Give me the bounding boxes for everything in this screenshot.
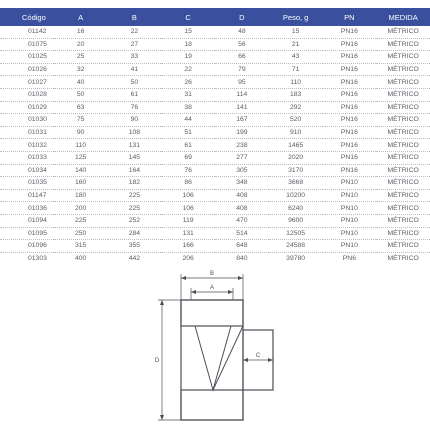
table-cell: 01030 [0,114,54,127]
table-row [0,227,430,240]
table-cell: 01147 [0,189,54,202]
table-cell: 250 [54,227,108,240]
table-cell: 40 [54,76,108,89]
table-cell: 69 [161,151,215,164]
table-cell: MÉTRICO [376,88,430,101]
table-cell: 50 [108,76,162,89]
table-cell: 166 [161,240,215,253]
table-cell: 180 [54,189,108,202]
table-row [0,214,430,227]
table-cell: 110 [54,139,108,152]
table-row [0,26,430,38]
table-cell: 225 [108,189,162,202]
tee-main-body [181,300,243,420]
table-row [0,63,430,76]
table-cell: 141 [215,101,269,114]
table-row [0,101,430,114]
table-cell: PN16 [323,51,377,64]
table-cell: MÉTRICO [376,101,430,114]
column-header: MEDIDA [376,8,430,26]
table-cell: 648 [215,240,269,253]
table-cell: PN10 [323,240,377,253]
table-cell: 1465 [269,139,323,152]
table-cell: 01095 [0,227,54,240]
table-cell: 200 [54,202,108,215]
dimension-c-label: C [255,353,261,359]
table-row [0,51,430,64]
table-cell: 48 [215,26,269,38]
table-cell: MÉTRICO [376,51,430,64]
table-cell: 160 [54,177,108,190]
table-cell: PN10 [323,227,377,240]
dimension-a-label: A [209,285,215,291]
table-cell: 01075 [0,38,54,51]
table-cell: 01142 [0,26,54,38]
table-cell: 38 [161,101,215,114]
table-row [0,189,430,202]
table-cell: 90 [108,114,162,127]
table-cell: 400 [74,254,87,262]
table-cell: 39780 [286,254,306,262]
table-cell: 20 [54,38,108,51]
table-row [0,202,430,215]
table-cell: MÉTRICO [376,139,430,152]
table-row [0,177,430,190]
table-cell: 44 [161,114,215,127]
table-cell: PN10 [323,189,377,202]
table-cell: 106 [161,189,215,202]
table-cell: 01026 [0,63,54,76]
table-cell: PN6 [342,254,356,262]
table-cell: 3668 [269,177,323,190]
column-header: PN [323,8,377,26]
table-cell: 15 [269,26,323,38]
table-cell: 18 [161,38,215,51]
table-cell: 15 [161,26,215,38]
table-cell: 2020 [269,151,323,164]
column-header: Peso, g [269,8,323,26]
column-header: D [215,8,269,26]
table-cell: 24588 [269,240,323,253]
table-cell: MÉTRICO [376,189,430,202]
table-cell: 348 [215,177,269,190]
table-cell: 277 [215,151,269,164]
table-cell: 90 [54,126,108,139]
table-cell: 01094 [0,214,54,227]
table-row [0,88,430,101]
table-cell: PN16 [323,126,377,139]
table-cell: MÉTRICO [376,177,430,190]
table-cell: 140 [54,164,108,177]
table-cell: 01025 [0,51,54,64]
table-cell: 76 [108,101,162,114]
table-cell: 470 [215,214,269,227]
table-cell: 22 [108,26,162,38]
table-cell: MÉTRICO [376,240,430,253]
table-cell: 182 [108,177,162,190]
table-cell: 01032 [0,139,54,152]
table-cell: 66 [215,51,269,64]
table-cell: MÉTRICO [376,126,430,139]
table-cell: 51 [161,126,215,139]
table-cell: 41 [108,63,162,76]
table-row [0,126,430,139]
table-cell: MÉTRICO [376,202,430,215]
table-cell: 56 [215,38,269,51]
table-cell: 119 [161,214,215,227]
table-cell: 01034 [0,164,54,177]
tee-bottom-socket [181,390,243,420]
table-cell: 61 [108,88,162,101]
table-cell: 225 [108,202,162,215]
table-cell: MÉTRICO [376,114,430,127]
table-cell: 225 [54,214,108,227]
table-cell: MÉTRICO [376,214,430,227]
table-row [0,114,430,127]
table-cell: 408 [215,202,269,215]
table-cell: 75 [54,114,108,127]
table-row [0,38,430,51]
table-cell: 32 [54,63,108,76]
table-cell: 16 [54,26,108,38]
table-cell: MÉTRICO [376,26,430,38]
table-cell: 199 [215,126,269,139]
column-header: A [54,8,108,26]
table-cell: 9600 [269,214,323,227]
column-header: Código [0,8,54,26]
table-cell: MÉTRICO [376,63,430,76]
table-cell: 26 [161,76,215,89]
table-cell: 355 [108,240,162,253]
table-cell: 206 [182,254,194,262]
table-cell: 514 [215,227,269,240]
table-row [0,76,430,89]
table-cell: 76 [161,164,215,177]
table-cell: 284 [108,227,162,240]
table-cell: 19 [161,51,215,64]
table-header-row [0,8,430,26]
table-cell: 01035 [0,177,54,190]
table-cell: 86 [161,177,215,190]
table-cell: 79 [215,63,269,76]
table-cell: PN16 [323,26,377,38]
table-cell: 01027 [0,76,54,89]
table-cell: 01033 [0,151,54,164]
table-cell: MÉTRICO [376,76,430,89]
table-cell: 01036 [0,202,54,215]
table-cell: PN16 [323,63,377,76]
column-header: B [108,8,162,26]
table-cell: 442 [128,254,141,262]
table-cell: PN16 [323,88,377,101]
table-cell: MÉTRICO [376,164,430,177]
tee-fitting-drawing [0,262,430,430]
table-cell: 71 [269,63,323,76]
table-cell: MÉTRICO [376,151,430,164]
table-cell: 95 [215,76,269,89]
table-cell: 25 [54,51,108,64]
table-cell: 43 [269,51,323,64]
table-cell: 125 [54,151,108,164]
table-row [0,164,430,177]
table-cell: 01028 [0,88,54,101]
table-cell: PN16 [323,151,377,164]
table-cell: 110 [269,76,323,89]
table-cell: 252 [108,214,162,227]
table-cell: 50 [54,88,108,101]
table-cell: 114 [215,88,269,101]
table-cell: 22 [161,63,215,76]
table-cell: MÉTRICO [387,254,419,262]
table-cell: 292 [269,101,323,114]
table-cell: 27 [108,38,162,51]
table-cell: 3170 [269,164,323,177]
table-cell: 183 [269,88,323,101]
table-cell: 10200 [269,189,323,202]
table-cell: 238 [215,139,269,152]
table-cell: 131 [161,227,215,240]
table-cell: 01303 [28,254,47,262]
table-cell: 01031 [0,126,54,139]
table-cell: 167 [215,114,269,127]
table-cell: PN16 [323,76,377,89]
table-row [0,240,430,253]
table-row [0,151,430,164]
dimension-d-label: D [154,358,160,364]
table-cell: 108 [108,126,162,139]
table-cell: PN10 [323,214,377,227]
table-cell: 131 [108,139,162,152]
dimension-b-label: B [209,271,215,277]
table-cell: 315 [54,240,108,253]
table-cell: 106 [161,202,215,215]
table-cell: PN10 [323,202,377,215]
spec-table [0,8,430,264]
table-row [0,139,430,152]
table-cell: PN16 [323,38,377,51]
table-cell: MÉTRICO [376,227,430,240]
table-cell: 12505 [269,227,323,240]
table-cell: 520 [269,114,323,127]
table-cell: 33 [108,51,162,64]
table-cell: 01029 [0,101,54,114]
table-cell: 21 [269,38,323,51]
table-cell: 6240 [269,202,323,215]
tee-top-socket [181,300,243,326]
table-cell: 63 [54,101,108,114]
table-cell: 305 [215,164,269,177]
table-body [0,26,430,264]
table-cell: PN10 [323,177,377,190]
table-cell: PN16 [323,114,377,127]
table-cell: MÉTRICO [376,38,430,51]
table-cell: 164 [108,164,162,177]
table-cell: 408 [215,189,269,202]
table-cell: 840 [236,254,248,262]
table-cell: 910 [269,126,323,139]
table-cell: 145 [108,151,162,164]
table-cell: PN16 [323,139,377,152]
table-cell: PN16 [323,101,377,114]
tee-inner-cut [195,326,231,390]
table-cell: PN16 [323,164,377,177]
column-header: C [161,8,215,26]
table-cell: 31 [161,88,215,101]
table-cell: 61 [161,139,215,152]
table-cell: 01096 [0,240,54,253]
